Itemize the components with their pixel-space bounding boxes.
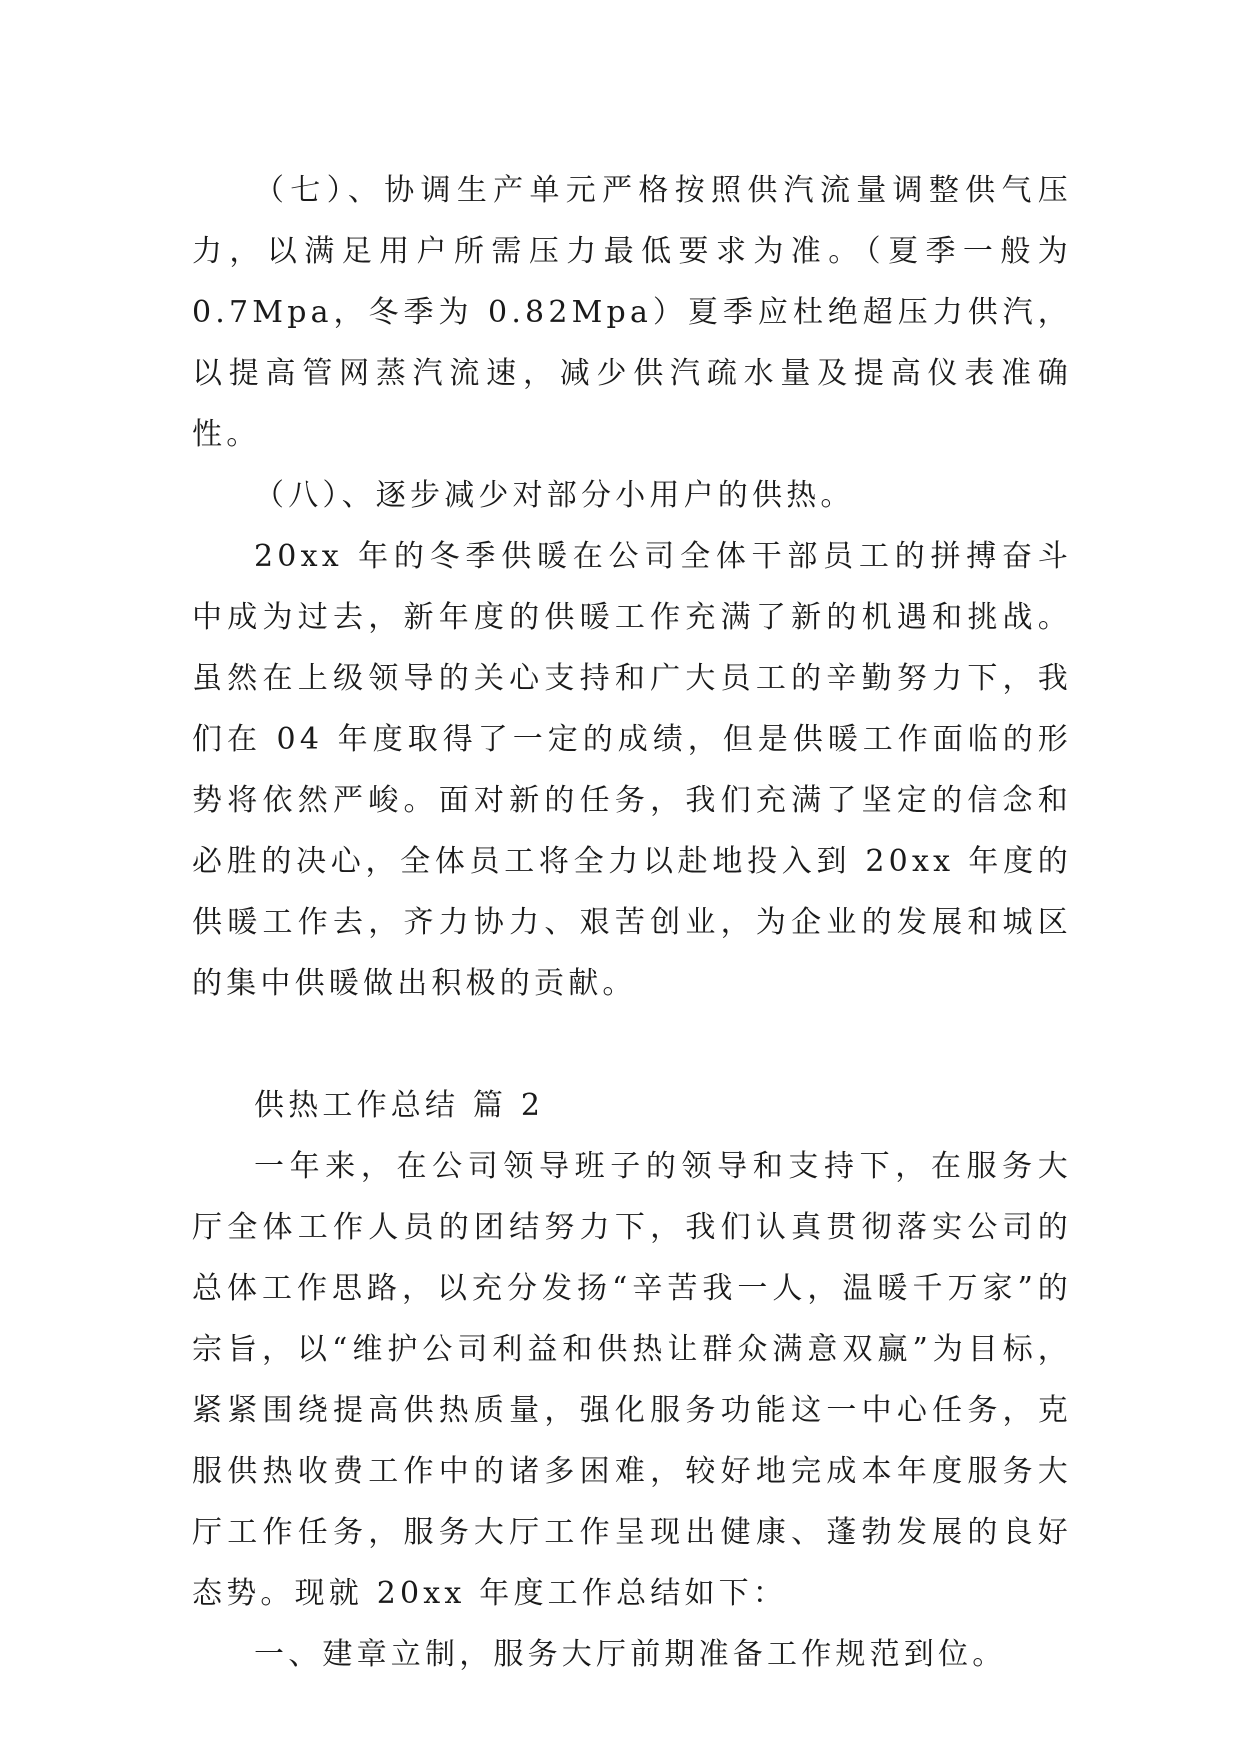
paragraph-item-eight: （八）、逐步减少对部分小用户的供热。 — [254, 478, 855, 513]
paragraph-summary: 20xx 年的冬季供暖在公司全体干部员工的拼搏奋斗中成为过去，新年度的供暖工作充满了新的机遇和挑战。虽然在上级领导的关心支持和广大员工的辛勤努力下，我们在 04 年度取得了一定的成绩，但是供暖工作面临的形势将依然严峻。面对新的任务，我们充满了坚定的信念和必胜的决心，全体员工将全力以赴地投入到 20xx 年度的供暖工作去，齐力协力、艰苦创业，为企业的发展和城区的集中供暖做出积极的贡献。 — [192, 539, 1072, 1001]
paragraph-intro: 一年来，在公司领导班子的领导和支持下，在服务大厅全体工作人员的团结努力下，我们认真贯彻落实公司的总体工作思路，以充分发扬“辛苦我一人，温暖千万家”的宗旨，以“维护公司利益和供热让群众满意双赢”为目标，紧紧围绕提高供热质量，强化服务功能这一中心任务，克服供热收费工作中的诸多困难，较好地完成本年度服务大厅工作任务，服务大厅工作呈现出健康、蓬勃发展的良好态势。现就 20xx 年度工作总结如下： — [192, 1149, 1072, 1611]
paragraph-item-seven: （七）、协调生产单元严格按照供汽流量调整供气压力，以满足用户所需压力最低要求为准。（夏季一般为 0.7Mpa，冬季为 0.82Mpa）夏季应杜绝超压力供汽，以提高管网蒸汽流速，减少供汽疏水量及提高仪表准确性。 — [192, 173, 1072, 452]
section-heading: 供热工作总结 篇 2 — [254, 1088, 545, 1123]
paragraph-point-one: 一、建章立制，服务大厅前期准备工作规范到位。 — [254, 1637, 1007, 1672]
document-body — [192, 160, 1072, 1685]
